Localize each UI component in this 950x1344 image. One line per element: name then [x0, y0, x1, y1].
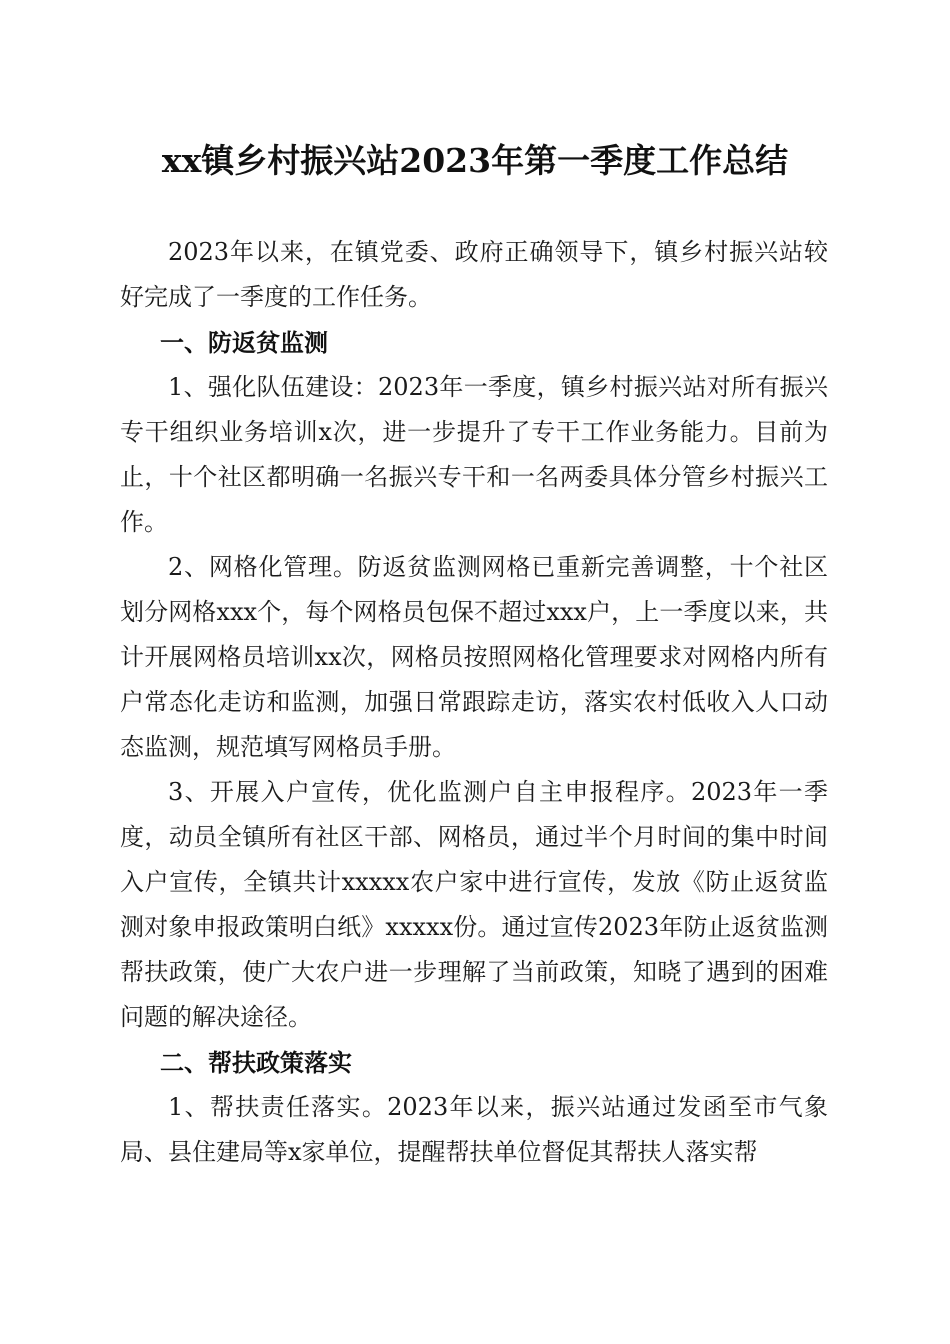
document-body	[120, 230, 828, 1175]
section-paragraph: 2、网格化管理。防返贫监测网格已重新完善调整，十个社区划分网格xxx个，每个网格员包保不超过xxx户，上一季度以来，共计开展网格员培训xx次，网格员按照网格化管理要求对网格内所有户常态化走访和监测，加强日常跟踪走访，落实农村低收入人口动态监测，规范填写网格员手册。	[120, 553, 828, 761]
section-paragraph: 3、开展入户宣传，优化监测户自主申报程序。2023年一季度，动员全镇所有社区干部、网格员，通过半个月时间的集中时间入户宣传，全镇共计xxxxx农户家中进行宣传，发放《防止返贫监测对象申报政策明白纸》xxxxx份。通过宣传2023年防止返贫监测帮扶政策，使广大农户进一步理解了当前政策，知晓了遇到的困难问题的解决途径。	[120, 778, 828, 1031]
section-heading: 二、帮扶政策落实	[160, 1048, 352, 1077]
document-title: xx镇乡村振兴站2023年第一季度工作总结	[161, 141, 789, 180]
section-heading: 一、防返贫监测	[160, 328, 328, 357]
intro-paragraph: 2023年以来，在镇党委、政府正确领导下，镇乡村振兴站较好完成了一季度的工作任务。	[120, 238, 828, 311]
section-paragraph: 1、帮扶责任落实。2023年以来，振兴站通过发函至市气象局、县住建局等x家单位，提醒帮扶单位督促其帮扶人落实帮	[120, 1093, 828, 1166]
section-paragraph: 1、强化队伍建设：2023年一季度，镇乡村振兴站对所有振兴专干组织业务培训x次，进一步提升了专干工作业务能力。目前为止，十个社区都明确一名振兴专干和一名两委具体分管乡村振兴工作。	[120, 373, 828, 536]
